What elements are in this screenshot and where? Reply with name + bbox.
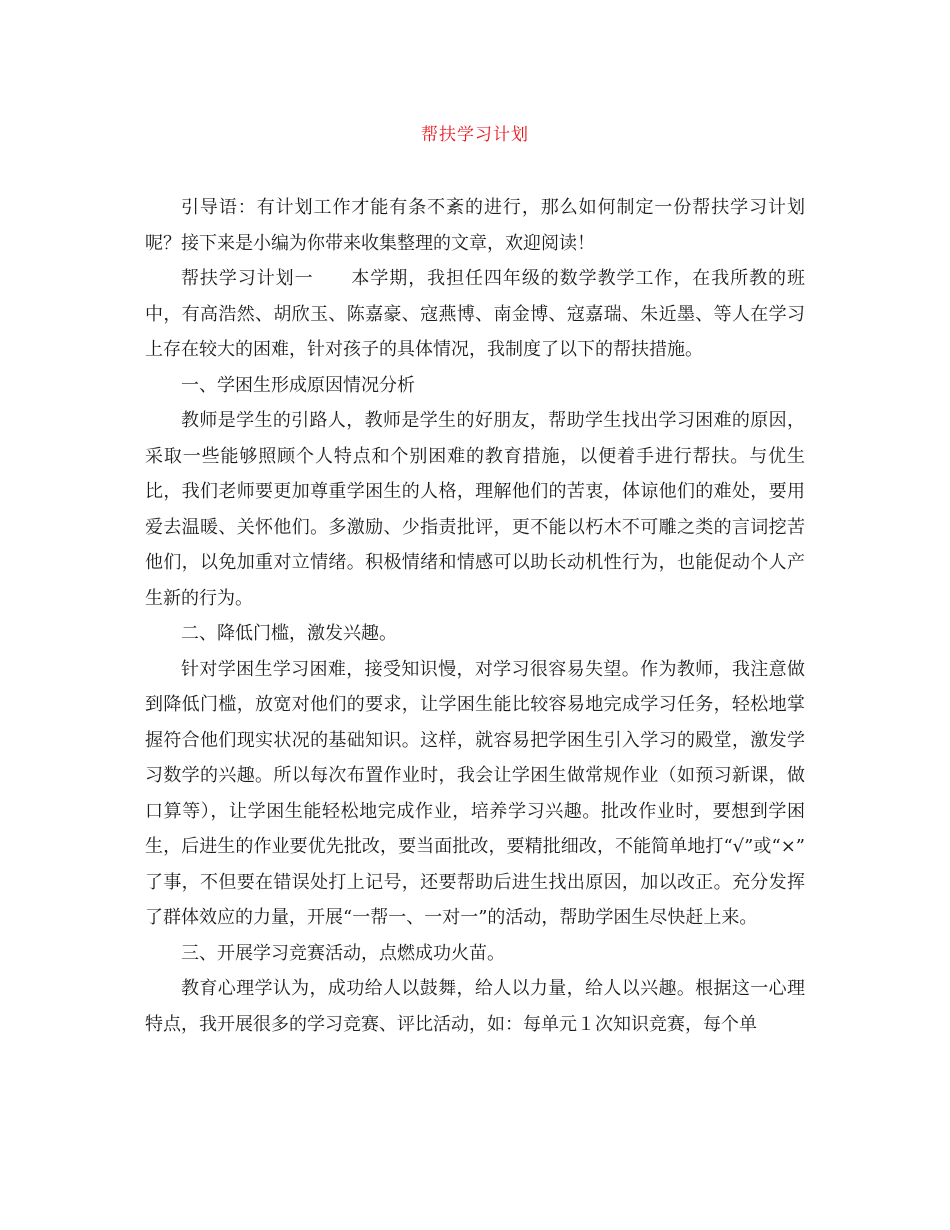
paragraph-analysis: 教师是学生的引路人，教师是学生的好朋友，帮助学生找出学习困难的原因，采取一些能够照顾个人特点和个别困难的教育措施，以便着手进行帮扶。与优生比，我们老师要更加尊重学困生的人格，理解他们的苦衷，体谅他们的难处，要用爱去温暖、关怀他们。多激励、少指责批评，更不能以朽木不可雕之类的言词挖苦他们，以免加重对立情绪。积极情绪和情感可以助长动机性行为，也能促动个人产生新的行为。 [145,410,805,609]
paragraph-competition: 教育心理学认为，成功给人以鼓舞，给人以力量，给人以兴趣。根据这一心理特点，我开展很多的学习竞赛、评比活动，如：每单元１次知识竞赛，每个单 [145,978,805,1035]
paragraph-plan-one: 帮扶学习计划一 本学期，我担任四年级的数学教学工作，在我所教的班中，有高浩然、胡欣玉、陈嘉豪、寇燕博、南金博、寇嘉瑞、朱近墨、等人在学习上存在较大的困难，针对孩子的具体情况，我制度了以下的帮扶措施。 [145,268,805,360]
section-heading-3: 三、开展学习竞赛活动，点燃成功火苗。 [181,942,505,964]
section-heading-1: 一、学困生形成原因情况分析 [181,374,415,396]
paragraph-lower-threshold: 针对学困生学习困难，接受知识慢，对学习很容易失望。作为教师，我注意做到降低门槛，放宽对他们的要求，让学困生能比较容易地完成学习任务，轻松地掌握符合他们现实状况的基础知识。这样，就容易把学困生引入学习的殿堂，激发学习数学的兴趣。所以每次布置作业时，我会让学困生做常规作业（如预习新课，做口算等），让学困生能轻松地完成作业，培养学习兴趣。批改作业时，要想到学困生，后进生的作业要优先批改，要当面批改，要精批细改，不能简单地打“√”或“×” 了事，不但要在错误处打上记号，还要帮助后进生找出原因，加以改正。充分发挥了群体效应的力量，开展“一帮一、一对一”的活动，帮助学困生尽快赶上来。 [145,658,805,928]
document-body [145,190,805,1042]
section-heading-2: 二、降低门槛，激发兴趣。 [181,623,397,644]
document-title: 帮扶学习计划 [421,125,529,145]
paragraph-intro: 引导语：有计划工作才能有条不紊的进行，那么如何制定一份帮扶学习计划呢？接下来是小编为你带来收集整理的文章，欢迎阅读！ [145,197,805,254]
